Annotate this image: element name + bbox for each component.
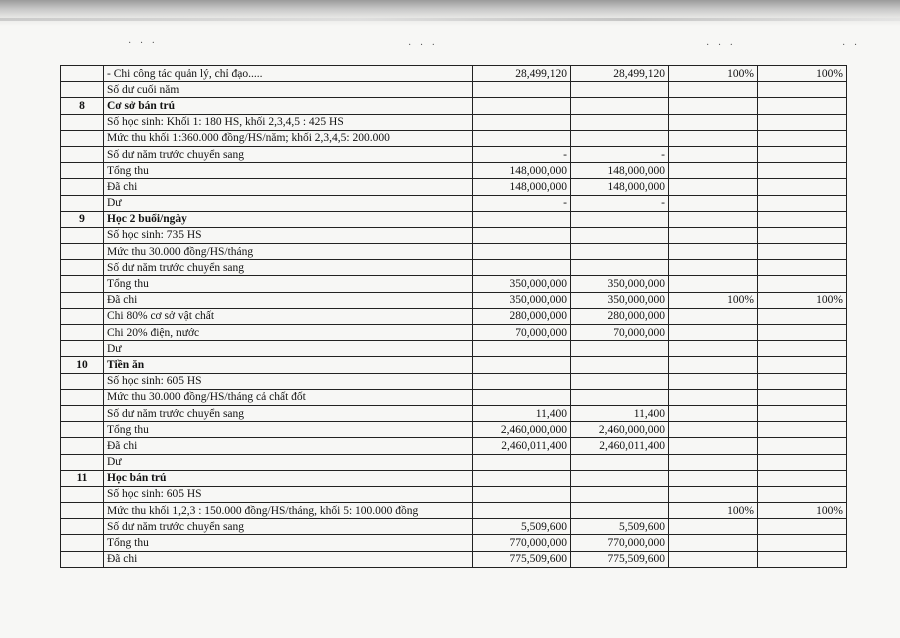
percent-cell	[758, 179, 847, 195]
row-description: - Chi công tác quản lý, chỉ đạo.....	[104, 66, 473, 82]
row-number	[61, 438, 104, 454]
amount-cell: 770,000,000	[571, 535, 669, 551]
table-row	[61, 66, 847, 82]
amount-cell: 350,000,000	[571, 276, 669, 292]
percent-cell	[669, 276, 758, 292]
scan-top-edge	[0, 0, 900, 26]
row-description: Tổng thu	[104, 276, 473, 292]
percent-cell	[758, 244, 847, 260]
percent-cell	[758, 357, 847, 373]
amount-cell: 70,000,000	[473, 325, 571, 341]
amount-cell: 11,400	[571, 405, 669, 421]
percent-cell	[758, 130, 847, 146]
table-row	[61, 98, 847, 114]
amount-cell	[571, 130, 669, 146]
row-number	[61, 66, 104, 82]
amount-cell	[571, 389, 669, 405]
percent-cell	[758, 114, 847, 130]
amount-cell: 2,460,000,000	[473, 422, 571, 438]
percent-cell	[669, 325, 758, 341]
row-description: Dư	[104, 195, 473, 211]
table-row	[61, 260, 847, 276]
percent-cell	[669, 82, 758, 98]
row-number: 9	[61, 211, 104, 227]
amount-cell	[473, 454, 571, 470]
table-row	[61, 535, 847, 551]
amount-cell	[571, 227, 669, 243]
row-number	[61, 179, 104, 195]
table-row	[61, 292, 847, 308]
amount-cell	[473, 260, 571, 276]
row-number	[61, 341, 104, 357]
row-number: 11	[61, 470, 104, 486]
row-description: Số học sinh: 605 HS	[104, 486, 473, 502]
table-row	[61, 389, 847, 405]
percent-cell	[669, 551, 758, 567]
percent-cell	[758, 276, 847, 292]
row-number	[61, 519, 104, 535]
table-row	[61, 454, 847, 470]
budget-table-body	[61, 66, 847, 568]
percent-cell	[669, 422, 758, 438]
amount-cell	[473, 130, 571, 146]
percent-cell	[669, 535, 758, 551]
percent-cell: 100%	[669, 66, 758, 82]
row-number	[61, 146, 104, 162]
scan-speck: · · ·	[408, 40, 438, 51]
row-number: 10	[61, 357, 104, 373]
row-number	[61, 405, 104, 421]
amount-cell	[571, 244, 669, 260]
percent-cell	[669, 146, 758, 162]
row-number	[61, 486, 104, 502]
table-row	[61, 163, 847, 179]
amount-cell: 28,499,120	[473, 66, 571, 82]
amount-cell	[473, 82, 571, 98]
table-row	[61, 438, 847, 454]
percent-cell	[669, 211, 758, 227]
row-number	[61, 130, 104, 146]
row-description: Số học sinh: Khối 1: 180 HS, khối 2,3,4,5 : 425 HS	[104, 114, 473, 130]
percent-cell	[669, 227, 758, 243]
row-description: Tổng thu	[104, 535, 473, 551]
row-number	[61, 325, 104, 341]
amount-cell: 5,509,600	[473, 519, 571, 535]
amount-cell	[571, 357, 669, 373]
percent-cell	[758, 163, 847, 179]
row-description: Số dư cuối năm	[104, 82, 473, 98]
scan-speck: · ·	[842, 40, 861, 51]
percent-cell	[669, 98, 758, 114]
row-description: Số học sinh: 735 HS	[104, 227, 473, 243]
amount-cell: 28,499,120	[571, 66, 669, 82]
amount-cell	[571, 503, 669, 519]
table-row	[61, 130, 847, 146]
row-number	[61, 373, 104, 389]
percent-cell	[758, 211, 847, 227]
row-number	[61, 389, 104, 405]
row-number	[61, 114, 104, 130]
amount-cell	[571, 211, 669, 227]
amount-cell: 350,000,000	[473, 292, 571, 308]
amount-cell: -	[473, 195, 571, 211]
row-description: Số học sinh: 605 HS	[104, 373, 473, 389]
table-row	[61, 486, 847, 502]
percent-cell	[758, 551, 847, 567]
amount-cell	[473, 341, 571, 357]
percent-cell	[669, 114, 758, 130]
amount-cell: 11,400	[473, 405, 571, 421]
percent-cell	[669, 163, 758, 179]
percent-cell	[758, 519, 847, 535]
amount-cell	[571, 454, 669, 470]
amount-cell: -	[473, 146, 571, 162]
row-number	[61, 276, 104, 292]
table-row	[61, 405, 847, 421]
amount-cell: 148,000,000	[571, 179, 669, 195]
amount-cell: 2,460,000,000	[571, 422, 669, 438]
row-number	[61, 244, 104, 260]
table-row	[61, 195, 847, 211]
amount-cell: -	[571, 146, 669, 162]
row-number	[61, 535, 104, 551]
amount-cell: 148,000,000	[473, 179, 571, 195]
amount-cell	[571, 98, 669, 114]
percent-cell	[758, 227, 847, 243]
row-description: Tổng thu	[104, 422, 473, 438]
percent-cell	[669, 470, 758, 486]
table-row	[61, 179, 847, 195]
row-description: Học 2 buổi/ngày	[104, 211, 473, 227]
amount-cell: 148,000,000	[473, 163, 571, 179]
amount-cell: 775,509,600	[571, 551, 669, 567]
amount-cell	[473, 244, 571, 260]
row-description: Học bán trú	[104, 470, 473, 486]
row-description: Dư	[104, 454, 473, 470]
row-description: Số dư năm trước chuyển sang	[104, 405, 473, 421]
percent-cell	[669, 486, 758, 502]
percent-cell: 100%	[758, 66, 847, 82]
amount-cell: 280,000,000	[571, 308, 669, 324]
row-description: Mức thu khối 1,2,3 : 150.000 đồng/HS/tháng, khối 5: 100.000 đồng	[104, 503, 473, 519]
row-description: Dư	[104, 341, 473, 357]
row-number	[61, 227, 104, 243]
percent-cell	[669, 454, 758, 470]
row-number	[61, 551, 104, 567]
budget-table	[60, 65, 847, 568]
amount-cell	[571, 341, 669, 357]
table-row	[61, 373, 847, 389]
percent-cell	[758, 405, 847, 421]
scan-speck: · · ·	[706, 40, 736, 51]
percent-cell	[758, 486, 847, 502]
amount-cell	[473, 357, 571, 373]
percent-cell	[669, 195, 758, 211]
percent-cell	[669, 438, 758, 454]
percent-cell	[758, 535, 847, 551]
row-number	[61, 503, 104, 519]
row-description: Đã chi	[104, 179, 473, 195]
percent-cell	[758, 195, 847, 211]
row-description: Mức thu 30.000 đồng/HS/tháng	[104, 244, 473, 260]
table-row	[61, 551, 847, 567]
amount-cell: 775,509,600	[473, 551, 571, 567]
amount-cell: 350,000,000	[571, 292, 669, 308]
row-description: Số dư năm trước chuyển sang	[104, 519, 473, 535]
amount-cell	[571, 470, 669, 486]
percent-cell	[669, 244, 758, 260]
amount-cell	[473, 98, 571, 114]
amount-cell: 2,460,011,400	[571, 438, 669, 454]
amount-cell	[571, 486, 669, 502]
percent-cell	[758, 98, 847, 114]
percent-cell	[758, 422, 847, 438]
percent-cell	[669, 179, 758, 195]
amount-cell	[473, 227, 571, 243]
row-description: Chi 80% cơ sở vật chất	[104, 308, 473, 324]
scan-speck: · · ·	[128, 38, 158, 49]
row-description: Cơ sở bán trú	[104, 98, 473, 114]
amount-cell	[473, 373, 571, 389]
percent-cell	[758, 325, 847, 341]
percent-cell	[669, 308, 758, 324]
percent-cell	[669, 373, 758, 389]
amount-cell: 5,509,600	[571, 519, 669, 535]
row-description: Chi 20% điện, nước	[104, 325, 473, 341]
row-number	[61, 308, 104, 324]
amount-cell: 148,000,000	[571, 163, 669, 179]
percent-cell: 100%	[669, 292, 758, 308]
table-row	[61, 276, 847, 292]
row-number	[61, 292, 104, 308]
percent-cell	[669, 130, 758, 146]
percent-cell	[758, 341, 847, 357]
table-row	[61, 244, 847, 260]
table-row	[61, 357, 847, 373]
table-row	[61, 503, 847, 519]
percent-cell	[669, 405, 758, 421]
table-row	[61, 341, 847, 357]
row-description: Đã chi	[104, 292, 473, 308]
row-number	[61, 454, 104, 470]
row-description: Đã chi	[104, 438, 473, 454]
percent-cell	[758, 454, 847, 470]
table-row	[61, 82, 847, 98]
percent-cell	[669, 341, 758, 357]
row-number: 8	[61, 98, 104, 114]
percent-cell	[758, 146, 847, 162]
table-row	[61, 325, 847, 341]
percent-cell	[758, 373, 847, 389]
amount-cell	[571, 82, 669, 98]
amount-cell	[571, 114, 669, 130]
amount-cell: 280,000,000	[473, 308, 571, 324]
amount-cell	[473, 114, 571, 130]
amount-cell	[571, 373, 669, 389]
percent-cell: 100%	[758, 292, 847, 308]
percent-cell	[758, 389, 847, 405]
table-row	[61, 146, 847, 162]
row-description: Tổng thu	[104, 163, 473, 179]
percent-cell	[758, 82, 847, 98]
amount-cell	[473, 470, 571, 486]
row-description: Mức thu khối 1:360.000 đồng/HS/năm; khối 2,3,4,5: 200.000	[104, 130, 473, 146]
amount-cell: 2,460,011,400	[473, 438, 571, 454]
row-number	[61, 422, 104, 438]
table-row	[61, 519, 847, 535]
table-row	[61, 422, 847, 438]
row-description: Số dư năm trước chuyển sang	[104, 260, 473, 276]
percent-cell	[758, 470, 847, 486]
amount-cell: 350,000,000	[473, 276, 571, 292]
table-row	[61, 470, 847, 486]
percent-cell: 100%	[758, 503, 847, 519]
amount-cell: 770,000,000	[473, 535, 571, 551]
row-number	[61, 163, 104, 179]
amount-cell: 70,000,000	[571, 325, 669, 341]
row-number	[61, 82, 104, 98]
percent-cell	[758, 308, 847, 324]
amount-cell	[571, 260, 669, 276]
row-description: Mức thu 30.000 đồng/HS/tháng cả chất đốt	[104, 389, 473, 405]
row-number	[61, 260, 104, 276]
percent-cell	[669, 519, 758, 535]
table-row	[61, 308, 847, 324]
amount-cell: -	[571, 195, 669, 211]
percent-cell	[758, 260, 847, 276]
table-row	[61, 227, 847, 243]
amount-cell	[473, 389, 571, 405]
percent-cell	[669, 260, 758, 276]
amount-cell	[473, 211, 571, 227]
table-row	[61, 114, 847, 130]
row-description: Số dư năm trước chuyển sang	[104, 146, 473, 162]
amount-cell	[473, 486, 571, 502]
amount-cell	[473, 503, 571, 519]
row-description: Tiền ăn	[104, 357, 473, 373]
row-number	[61, 195, 104, 211]
percent-cell: 100%	[669, 503, 758, 519]
percent-cell	[669, 357, 758, 373]
row-description: Đã chi	[104, 551, 473, 567]
table-row	[61, 211, 847, 227]
percent-cell	[758, 438, 847, 454]
percent-cell	[669, 389, 758, 405]
